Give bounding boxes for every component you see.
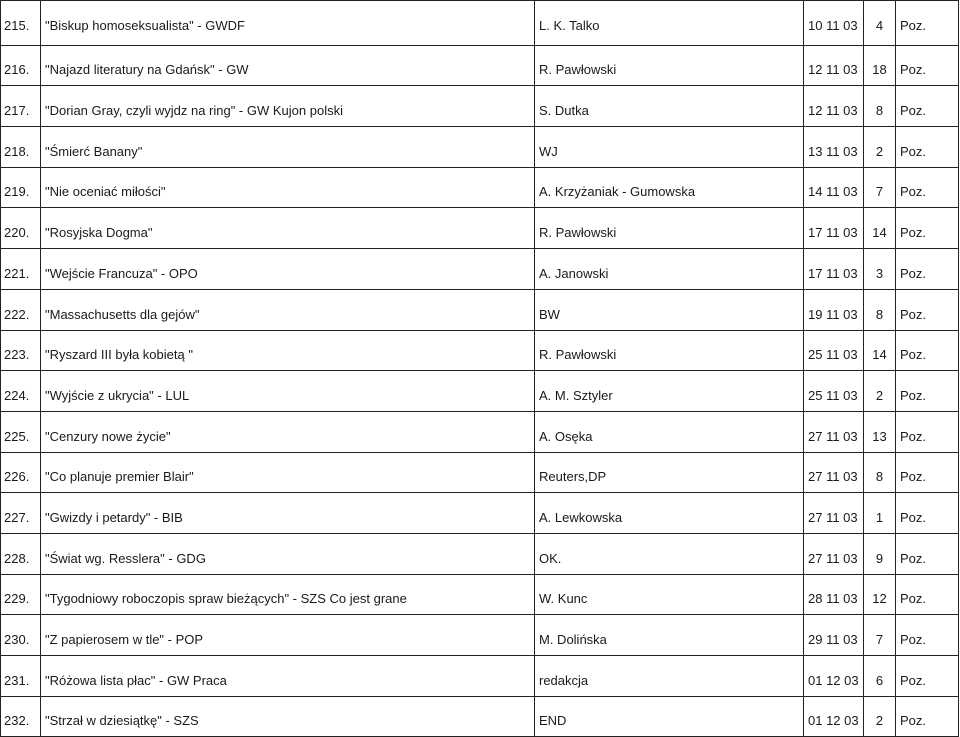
entry-location: Poz.: [896, 127, 959, 168]
entry-date: 14 11 03: [804, 167, 864, 208]
entry-date: 25 11 03: [804, 371, 864, 412]
entry-number: 225.: [1, 411, 41, 452]
entry-author: redakcja: [535, 656, 804, 697]
entry-author: A. Osęka: [535, 411, 804, 452]
entry-author: W. Kunc: [535, 574, 804, 615]
entry-location: Poz.: [896, 574, 959, 615]
entry-location: Poz.: [896, 86, 959, 127]
entry-title: "Massachusetts dla gejów": [41, 289, 535, 330]
entry-title: "Tygodniowy roboczopis spraw bieżących" - SZS Co jest grane: [41, 574, 535, 615]
entry-date: 01 12 03: [804, 696, 864, 737]
entry-location: Poz.: [896, 208, 959, 249]
entry-count: 7: [864, 615, 896, 656]
entry-title: "Śmierć Banany": [41, 127, 535, 168]
entry-count: 8: [864, 452, 896, 493]
entry-title: "Z papierosem w tle" - POP: [41, 615, 535, 656]
entry-number: 216.: [1, 45, 41, 86]
entry-author: R. Pawłowski: [535, 208, 804, 249]
entry-count: 4: [864, 1, 896, 46]
entry-title: "Wyjście z ukrycia" - LUL: [41, 371, 535, 412]
entry-date: 01 12 03: [804, 656, 864, 697]
entry-number: 226.: [1, 452, 41, 493]
entry-title: "Wejście Francuza" - OPO: [41, 249, 535, 290]
entry-author: S. Dutka: [535, 86, 804, 127]
table-row: [1, 371, 959, 412]
entry-count: 2: [864, 696, 896, 737]
entry-date: 17 11 03: [804, 249, 864, 290]
table-row: [1, 1, 959, 46]
entry-date: 27 11 03: [804, 493, 864, 534]
table-row: [1, 249, 959, 290]
entry-number: 229.: [1, 574, 41, 615]
entry-count: 9: [864, 533, 896, 574]
entry-location: Poz.: [896, 533, 959, 574]
table-row: [1, 533, 959, 574]
entry-author: OK.: [535, 533, 804, 574]
entry-number: 224.: [1, 371, 41, 412]
entry-date: 27 11 03: [804, 411, 864, 452]
entry-date: 17 11 03: [804, 208, 864, 249]
table-row: [1, 411, 959, 452]
entry-author: WJ: [535, 127, 804, 168]
entry-count: 13: [864, 411, 896, 452]
entry-author: END: [535, 696, 804, 737]
entry-number: 227.: [1, 493, 41, 534]
entry-location: Poz.: [896, 371, 959, 412]
table-row: [1, 45, 959, 86]
entry-title: "Świat wg. Resslera" - GDG: [41, 533, 535, 574]
entry-location: Poz.: [896, 289, 959, 330]
entry-count: 8: [864, 289, 896, 330]
entry-location: Poz.: [896, 167, 959, 208]
entry-count: 8: [864, 86, 896, 127]
entry-date: 27 11 03: [804, 533, 864, 574]
table-row: [1, 574, 959, 615]
entry-number: 230.: [1, 615, 41, 656]
entry-location: Poz.: [896, 493, 959, 534]
entry-location: Poz.: [896, 656, 959, 697]
entry-location: Poz.: [896, 696, 959, 737]
entry-count: 14: [864, 330, 896, 371]
entry-number: 223.: [1, 330, 41, 371]
entry-number: 231.: [1, 656, 41, 697]
table-row: [1, 167, 959, 208]
entry-date: 19 11 03: [804, 289, 864, 330]
entry-author: A. Krzyżaniak - Gumowska: [535, 167, 804, 208]
table-row: [1, 289, 959, 330]
entry-date: 10 11 03: [804, 1, 864, 46]
entry-number: 222.: [1, 289, 41, 330]
entry-date: 12 11 03: [804, 45, 864, 86]
entry-location: Poz.: [896, 615, 959, 656]
entry-count: 2: [864, 127, 896, 168]
entry-title: "Gwizdy i petardy" - BIB: [41, 493, 535, 534]
entry-title: "Najazd literatury na Gdańsk" - GW: [41, 45, 535, 86]
table-row: [1, 493, 959, 534]
entry-date: 13 11 03: [804, 127, 864, 168]
table-row: [1, 86, 959, 127]
entry-number: 232.: [1, 696, 41, 737]
entry-location: Poz.: [896, 452, 959, 493]
table-row: [1, 656, 959, 697]
entry-location: Poz.: [896, 411, 959, 452]
entry-title: "Różowa lista płac" - GW Praca: [41, 656, 535, 697]
table-row: [1, 330, 959, 371]
entry-title: "Cenzury nowe życie": [41, 411, 535, 452]
entry-title: "Dorian Gray, czyli wyjdz na ring" - GW Kujon polski: [41, 86, 535, 127]
entry-location: Poz.: [896, 330, 959, 371]
entry-number: 220.: [1, 208, 41, 249]
entry-title: "Biskup homoseksualista" - GWDF: [41, 1, 535, 46]
entry-date: 12 11 03: [804, 86, 864, 127]
entry-date: 28 11 03: [804, 574, 864, 615]
entry-number: 218.: [1, 127, 41, 168]
table-row: [1, 615, 959, 656]
entry-title: "Ryszard III była kobietą ": [41, 330, 535, 371]
entry-location: Poz.: [896, 249, 959, 290]
entry-date: 25 11 03: [804, 330, 864, 371]
entry-count: 2: [864, 371, 896, 412]
entry-count: 7: [864, 167, 896, 208]
table-row: [1, 208, 959, 249]
entry-author: R. Pawłowski: [535, 45, 804, 86]
entry-number: 217.: [1, 86, 41, 127]
entry-count: 1: [864, 493, 896, 534]
table-row: [1, 452, 959, 493]
table-row: [1, 127, 959, 168]
entry-author: M. Dolińska: [535, 615, 804, 656]
entry-location: Poz.: [896, 1, 959, 46]
entry-title: "Rosyjska Dogma": [41, 208, 535, 249]
entry-author: A. Lewkowska: [535, 493, 804, 534]
entry-author: A. M. Sztyler: [535, 371, 804, 412]
entry-number: 221.: [1, 249, 41, 290]
entry-author: Reuters,DP: [535, 452, 804, 493]
entry-title: "Strzał w dziesiątkę" - SZS: [41, 696, 535, 737]
entry-count: 18: [864, 45, 896, 86]
entry-date: 29 11 03: [804, 615, 864, 656]
entry-count: 3: [864, 249, 896, 290]
entry-number: 215.: [1, 1, 41, 46]
entry-date: 27 11 03: [804, 452, 864, 493]
entry-count: 12: [864, 574, 896, 615]
entry-title: "Co planuje premier Blair": [41, 452, 535, 493]
table-row: [1, 696, 959, 737]
entry-author: L. K. Talko: [535, 1, 804, 46]
entry-number: 228.: [1, 533, 41, 574]
entry-author: BW: [535, 289, 804, 330]
entry-count: 14: [864, 208, 896, 249]
entry-author: R. Pawłowski: [535, 330, 804, 371]
entry-author: A. Janowski: [535, 249, 804, 290]
entry-count: 6: [864, 656, 896, 697]
entry-number: 219.: [1, 167, 41, 208]
entry-location: Poz.: [896, 45, 959, 86]
entry-title: "Nie oceniać miłości": [41, 167, 535, 208]
